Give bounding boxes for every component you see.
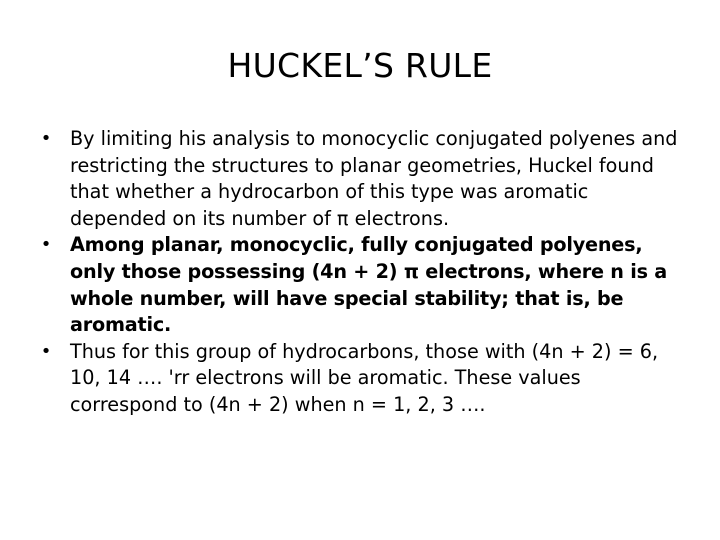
bullet-marker: • — [40, 340, 52, 362]
bullet-text-bold: Among planar, monocyclic, fully conjugated polyenes, only those possessing (4n + 2) π electrons, where n is a whole number, will have special stability; that is, be aromatic. — [70, 233, 668, 337]
bullet-marker: • — [40, 234, 52, 256]
bullet-list — [36, 126, 684, 419]
bullet-item — [36, 126, 684, 232]
bullet-item — [36, 232, 684, 338]
slide-title: HUCKEL’S RULE — [227, 46, 493, 85]
bullet-marker: • — [40, 128, 52, 149]
bullet-text: By limiting his analysis to monocyclic conjugated polyenes and restricting the structures to planar geometries, Huckel found that whether a hydrocarbon of this type was aromatic depended on its number of π electrons. — [70, 127, 678, 230]
bullet-text: Thus for this group of hydrocarbons, those with (4n + 2) = 6, 10, 14 …. 'rr electrons will be aromatic. These values correspond to (4n + 2) when n = 1, 2, 3 …. — [70, 339, 659, 416]
bullet-item — [36, 339, 684, 419]
